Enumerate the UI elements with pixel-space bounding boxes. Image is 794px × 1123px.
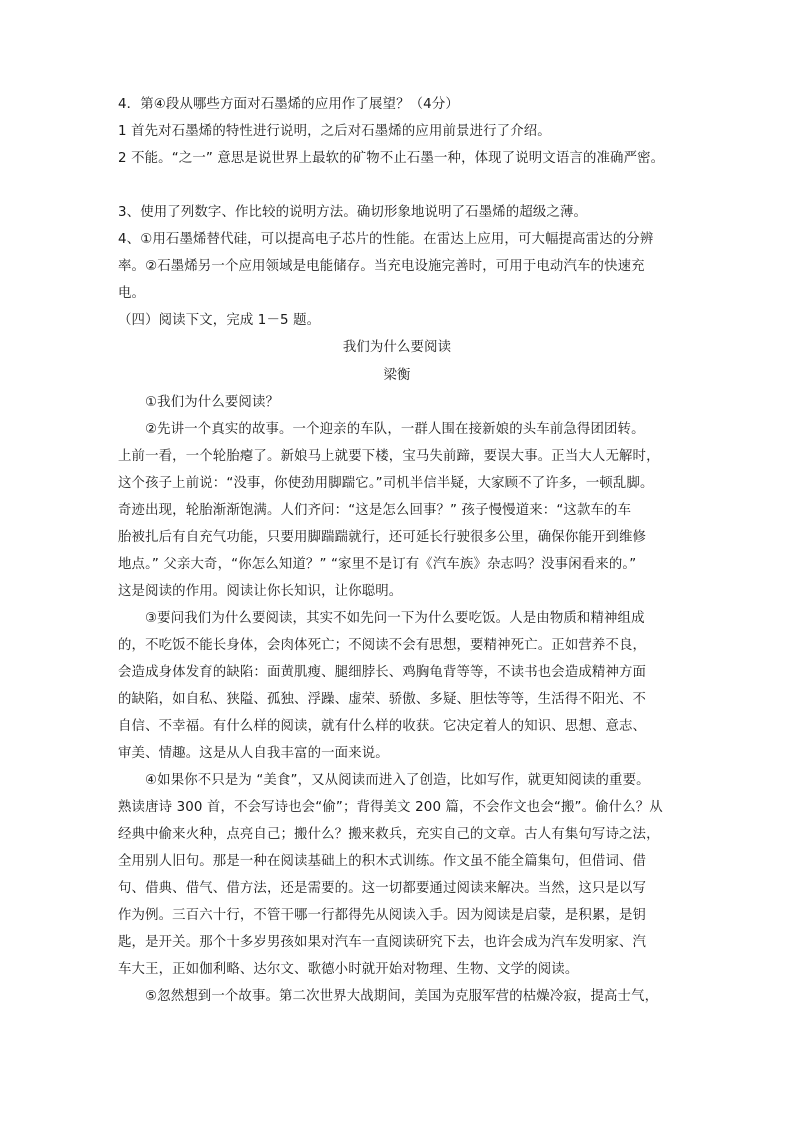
article-line: ④如果你不只是为 “美食”，又从阅读而进入了创造，比如写作，就更知阅读的重要。	[145, 773, 650, 788]
article-line: 这是阅读的作用。阅读让你长知识，让你聪明。	[118, 584, 403, 599]
article-line: 全用别人旧句。那是一种在阅读基础上的积木式训练。作文虽不能全篇集句，但借词、借	[118, 854, 647, 869]
article-title: 我们为什么要阅读	[342, 340, 452, 355]
article-line: ⑤忽然想到一个故事。第二次世界大战期间，美国为克服军营的枯燥冷寂，提高士气，	[145, 989, 659, 1004]
article-line: ①我们为什么要阅读？	[145, 395, 280, 410]
article-line: 匙，是开关。那个十多岁男孩如果对汽车一直阅读研究下去，也许会成为汽车发明家、汽	[118, 935, 647, 950]
article-line: 句、借典、借气、借方法，还是需要的。这一切都要通过阅读来解决。当然，这只是以写	[118, 881, 647, 896]
article-line: 车大王，正如伽利略、达尔文、歌德小时就开始对物理、生物、文学的阅读。	[118, 962, 579, 977]
article-line: 的，不吃饭不能长身体，会肉体死亡；不阅读不会有思想，要精神死亡。正如营养不良，	[118, 638, 647, 653]
answer-4-line: 4、①用石墨烯替代硅，可以提高电子芯片的性能。在雷达上应用，可大幅提高雷达的分辨	[118, 232, 654, 247]
article-author: 梁衡	[383, 368, 411, 383]
article-line: 会造成身体发育的缺陷：面黄肌瘦、腿细脖长、鸡胸龟背等等，不读书也会造成精神方面	[118, 665, 647, 680]
answer-4-line: 电。	[118, 286, 146, 301]
article-line: 熟读唐诗 300 首，不会写诗也会“偷”；背得美文 200 篇，不会作文也会“搬”。偷什么？从	[118, 800, 663, 815]
article-line: ②先讲一个真实的故事。一个迎亲的车队，一群人围在接新娘的头车前急得团团转。	[145, 422, 645, 437]
article-line: 审美、情趣。这是从人自我丰富的一面来说。	[118, 746, 389, 761]
question-4: 4．第④段从哪些方面对石墨烯的应用作了展望？（4分）	[118, 97, 459, 112]
article-line: 奇迹出现，轮胎渐渐饱满。人们齐问：“这是怎么回事？” 孩子慢慢道来：“这款车的车	[118, 503, 632, 518]
article-line: 经典中偷来火种，点亮自己；搬什么？搬来救兵，充实自己的文章。古人有集句写诗之法，	[118, 827, 660, 842]
answer-3: 3、使用了列数字、作比较的说明方法。确切形象地说明了石墨烯的超级之薄。	[118, 205, 588, 220]
answer-1: 1 首先对石墨烯的特性进行说明，之后对石墨烯的应用前景进行了介绍。	[118, 124, 551, 139]
article-line: 这个孩子上前说：“没事，你使劲用脚踹它。”司机半信半疑，大家顾不了许多，一顿乱脚。	[118, 476, 654, 491]
article-line: ③要问我们为什么要阅读，其实不如先问一下为什么要吃饭。人是由物质和精神组成	[145, 611, 645, 626]
article-line: 自信、不幸福。有什么样的阅读，就有什么样的收获。它决定着人的知识、思想、意志、	[118, 719, 647, 734]
section-instruction: （四）阅读下文，完成 1－5 题。	[118, 313, 321, 328]
article-line: 胎被扎后有自充气功能，只要用脚踹踹就行，还可延长行驶很多公里，确保你能开到维修	[118, 530, 647, 545]
article-line: 作为例。三百六十行，不管干哪一行都得先从阅读入手。因为阅读是启蒙，是积累，是钥	[118, 908, 647, 923]
article-line: 地点。” 父亲大奇，“你怎么知道？” “家里不是订有《汽车族》杂志吗？没事闲看来的。”	[118, 557, 637, 572]
answer-2: 2 不能。“之一” 意思是说世界上最软的矿物不止石墨一种，体现了说明文语言的准确严密。	[118, 151, 665, 166]
article-line: 上前一看，一个轮胎瘪了。新娘马上就要下楼，宝马失前蹄，要误大事。正当大人无解时，	[118, 449, 660, 464]
answer-4-line: 率。②石墨烯另一个应用领域是电能储存。当充电设施完善时，可用于电动汽车的快速充	[118, 259, 645, 274]
article-line: 的缺陷，如自私、狭隘、孤独、浮躁、虚荣、骄傲、多疑、胆怯等等，生活得不阳光、不	[118, 692, 647, 707]
